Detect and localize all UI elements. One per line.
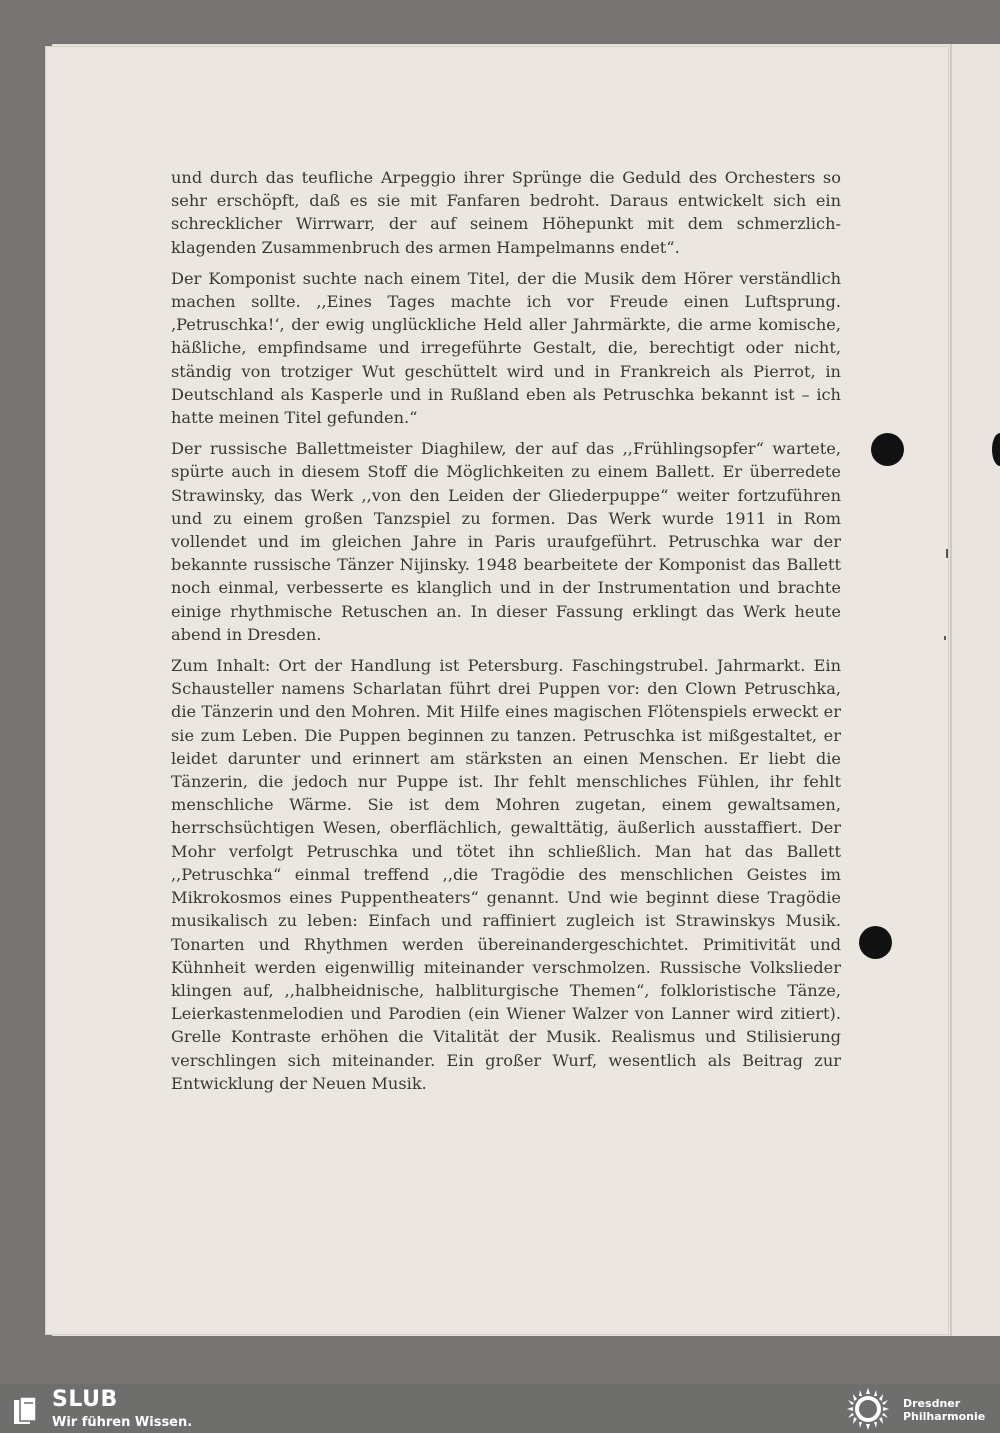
document-body: [171, 166, 841, 1103]
philharmonie-line-2: Philharmonie: [903, 1410, 986, 1423]
slub-tagline: Wir führen Wissen.: [52, 1415, 193, 1430]
slub-brand[interactable]: SLUB: [52, 1387, 118, 1412]
paragraph: und durch das teufliche Arpeggio ihrer Sprünge die Geduld des Orchesters so sehr erschöpft, daß es sie mit Fanfaren bedroht. Daraus entwickelt sich ein schrecklicher Wirrwarr, der auf seinem Höhepunkt mit dem schmerzlichklagenden Zusammenbruch des armen Hampelmanns endet“.: [171, 168, 841, 257]
scan-mark: [944, 636, 946, 640]
adjacent-page-edge: [950, 44, 1000, 1336]
philharmonie-sunburst-icon[interactable]: [842, 1386, 894, 1432]
scan-mark: [946, 549, 948, 558]
paragraph: Der Komponist suchte nach einem Titel, der die Musik dem Hörer verständlich machen sollte. ,,Eines Tages machte ich vor Freude einen Luftsprung. ‚Petruschka!‘, der ewig unglückliche Held aller Jahrmärkte, die arme komische, häßliche, empfindsame und irregeführte Gestalt, die, berechtigt oder nicht, ständig von trotziger Wut geschüttelt wird und in Frankreich als Pierrot, in Deutschland als Kasperle und in Rußland eben als Petruschka bekannt ist – ich hatte meinen Titel gefunden.“: [171, 268, 841, 428]
punch-hole: [859, 926, 892, 959]
slub-logo-icon[interactable]: [13, 1396, 39, 1426]
viewer-footer: [0, 1384, 1000, 1433]
punch-hole: [871, 433, 904, 466]
philharmonie-line-1: Dresdner: [903, 1397, 961, 1410]
paragraph: Zum Inhalt: Ort der Handlung ist Petersburg. Faschingstrubel. Jahrmarkt. Ein Schausteller namens Scharlatan führt drei Puppen vor: den Clown Petruschka, die Tänzerin und den Mohren. Mit Hilfe eines magischen Flötenspiels erweckt er sie zum Leben. Die Puppen beginnen zu tanzen. Petruschka ist mißgestaltet, er leidet darunter und erinnert am stärksten an einen Menschen. Er liebt die Tänzerin, die jedoch nur Puppe ist. Ihr fehlt menschliches Fühlen, ihr fehlt menschliche Wärme. Sie ist dem Mohren zugetan, einem gewaltsamen, herrschsüchtigen Wesen, oberflächlich, gewalttätig, äußerlich ausstaffiert. Der Mohr verfolgt Petruschka und tötet ihn schließlich. Man hat das Ballett ,,Petruschka“ einmal treffend ,,die Tragödie des menschlichen Geistes im Mikrokosmos eines Puppentheaters“ genannt. Und wie beginnt diese Tragödie musikalisch zu leben: Einfach und raffiniert zugleich ist Strawinskys Musik. Tonarten und Rhythmen werden übereinandergeschichtet. Primitivität und Kühnheit werden eigenwillig miteinander verschmolzen. Russische Volkslieder klingen auf, ,,halbheidnische, halbliturgische Themen“, folkloristische Tänze, Leierkastenmelodien und Parodien (ein Wiener Walzer von Lanner wird zitiert). Grelle Kontraste erhöhen die Vitalität der Musik. Realismus und Stilisierung verschlingen sich miteinander. Ein großer Wurf, wesentlich als Beitrag zur Entwicklung der Neuen Musik.: [171, 656, 841, 1093]
philharmonie-brand[interactable]: [903, 1397, 985, 1423]
paragraph: Der russische Ballettmeister Diaghilew, der auf das ,,Frühlingsopfer“ wartete, spürte auch in diesem Stoff die Möglichkeiten zu einem Ballett. Er überredete Strawinsky, das Werk ,,von den Leiden der Gliederpuppe“ weiter fortzuführen und zu einem großen Tanzspiel zu formen. Das Werk wurde 1911 in Rom vollendet und im gleichen Jahre in Paris uraufgeführt. Petruschka war der bekannte russische Tänzer Nijinsky. 1948 bearbeitete der Komponist das Ballett noch einmal, verbesserte es klanglich und in der Instrumentation und brachte einige rhythmische Retuschen an. In dieser Fassung erklingt das Werk heute abend in Dresden.: [171, 439, 841, 644]
